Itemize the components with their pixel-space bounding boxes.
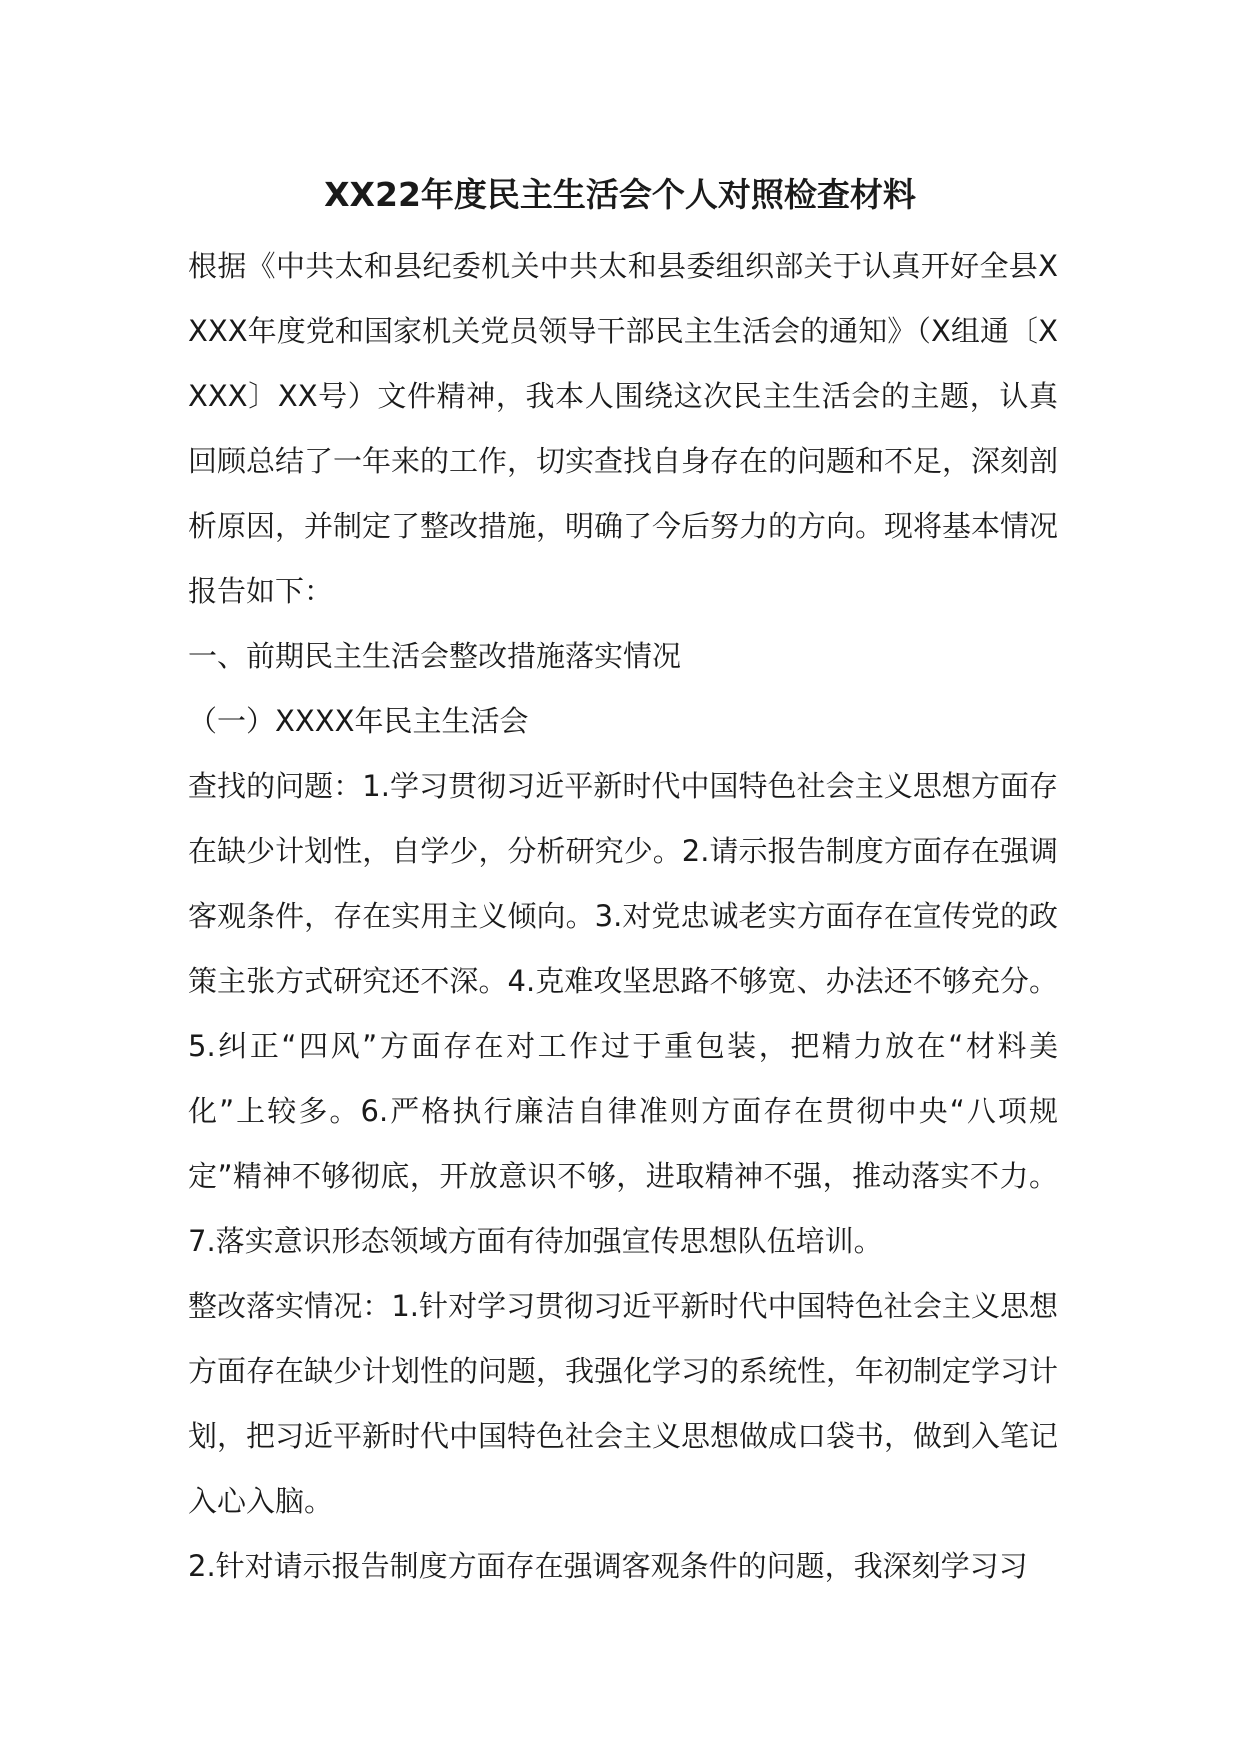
rectification-item-paragraph: 2.针对请示报告制度方面存在强调客观条件的问题，我深刻学习习 — [188, 1549, 1028, 1583]
document-body — [188, 234, 1058, 1599]
intro-paragraph: 根据《中共太和县纪委机关中共太和县委组织部关于认真开好全县XXXX年度党和国家机关党员领导干部民主生活会的通知》（X组通〔XXXX〕XX号）文件精神，我本人围绕这次民主生活会的主题，认真回顾总结了一年来的工作，切实查找自身存在的问题和不足，深刻剖析原因，并制定了整改措施，明确了今后努力的方向。现将基本情况报告如下： — [188, 249, 1059, 608]
subsection-heading: （一）XXXX年民主生活会 — [188, 704, 529, 738]
document-title: XX22年度民主生活会个人对照检查材料 — [324, 175, 916, 214]
rectification-paragraph: 整改落实情况：1.针对学习贯彻习近平新时代中国特色社会主义思想方面存在缺少计划性的问题，我强化学习的系统性，年初制定学习计划，把习近平新时代中国特色社会主义思想做成口袋书，做到入笔记入心入脑。 — [188, 1289, 1059, 1518]
problems-paragraph: 查找的问题：1.学习贯彻习近平新时代中国特色社会主义思想方面存在缺少计划性，自学少，分析研究少。2.请示报告制度方面存在强调客观条件，存在实用主义倾向。3.对党忠诚老实方面存在宣传党的政策主张方式研究还不深。4.克难攻坚思路不够宽、办法还不够充分。5.纠正“四风”方面存在对工作过于重包装，把精力放在“材料美化”上较多。6.严格执行廉洁自律准则方面存在贯彻中央“八项规定”精神不够彻底，开放意识不够，进取精神不强，推动落实不力。7.落实意识形态领域方面有待加强宣传思想队伍培训。 — [188, 769, 1058, 1258]
section-heading: 一、前期民主生活会整改措施落实情况 — [188, 639, 682, 673]
